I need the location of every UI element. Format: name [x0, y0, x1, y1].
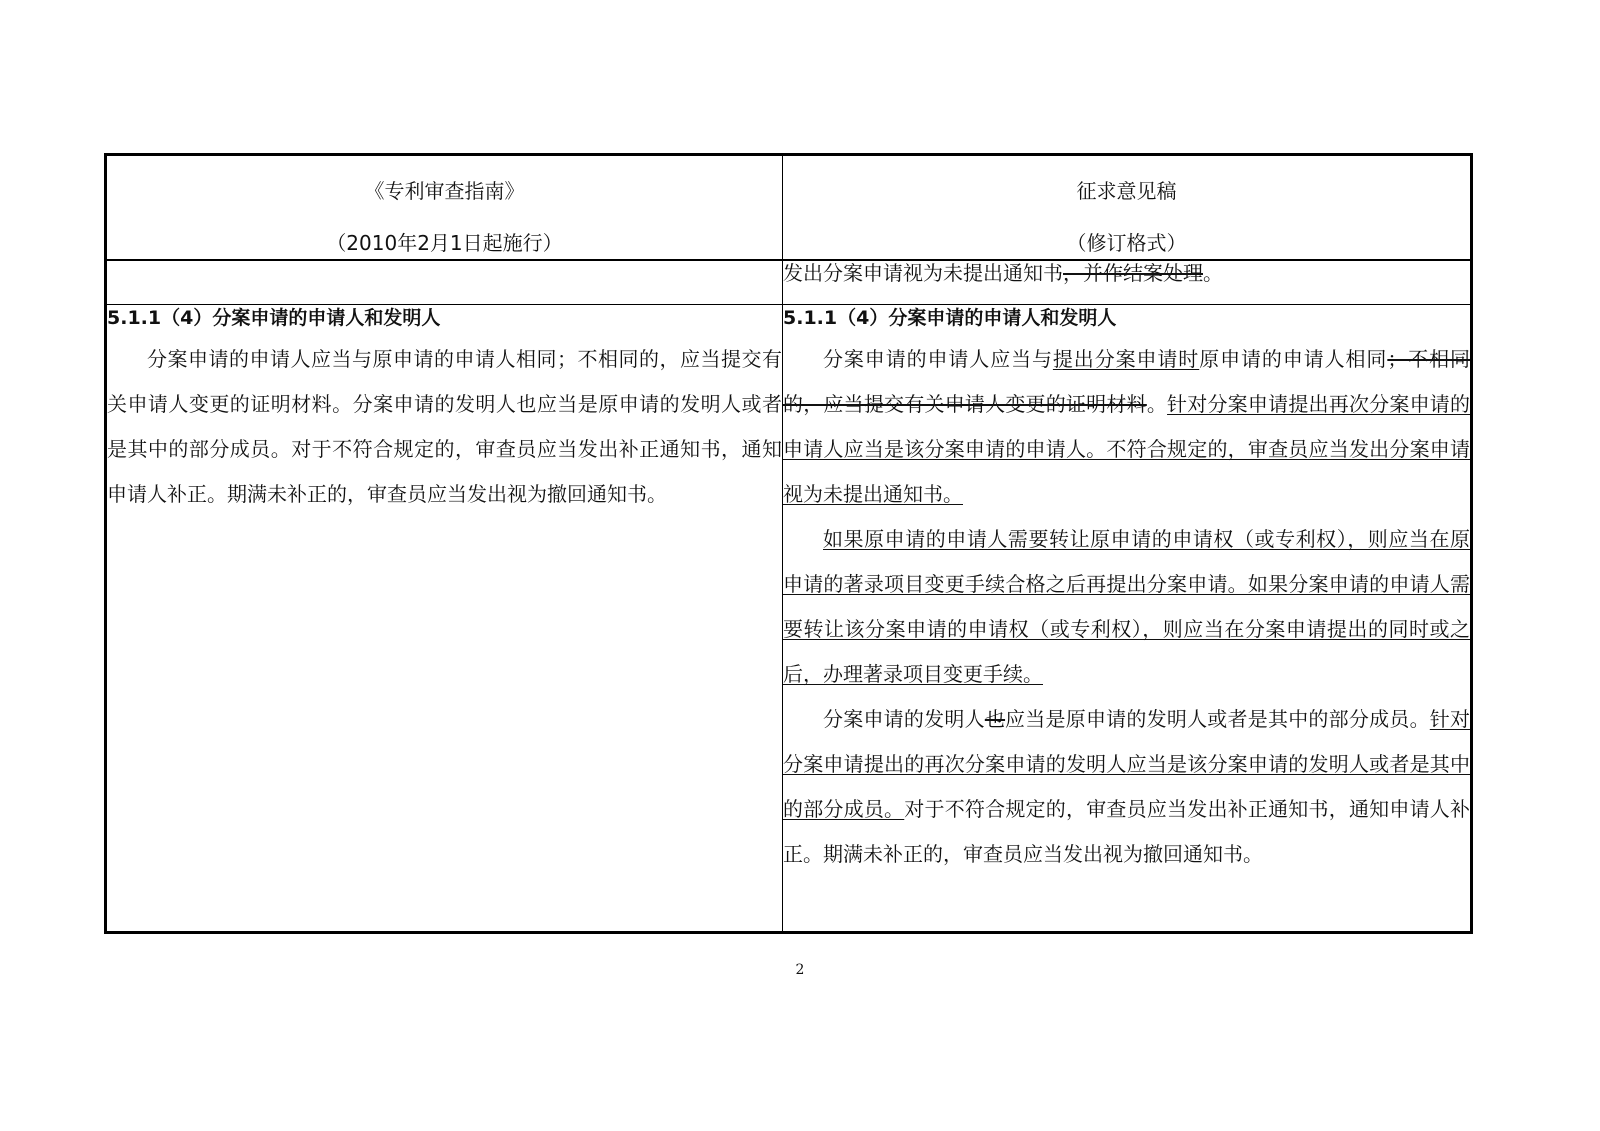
right-column-subtitle: （修订格式）	[1066, 231, 1187, 255]
header-right-cell	[783, 155, 1472, 260]
header-left-cell	[106, 155, 783, 260]
inserted-text: 针对分案申请提出再次分案申请的申请人应当是该分案申请的申请人。不符合规定的，审查员应当发出分案申请视为未提出通知书。	[783, 392, 1471, 506]
left-column-subtitle: （2010年2月1日起施行）	[326, 231, 563, 255]
deleted-text: ；不相同的，应当提交有关申请人变更的证明材料	[783, 347, 1471, 416]
continuation-end: 。	[1203, 260, 1223, 285]
comparison-table	[104, 153, 1473, 934]
left-section-cell	[106, 305, 783, 933]
right-paragraph-2: 如果原申请的申请人需要转让原申请的申请权（或专利权），则应当在原申请的著录项目变更手续合格之后再提出分案申请。如果分案申请的申请人需要转让该分案申请的申请权（或专利权），则应当在分案申请提出的同时或之后，办理著录项目变更手续。	[783, 527, 1470, 686]
page-number: 2	[795, 962, 805, 978]
text-run: 应当是原申请的发明人或者是其中的部分成员。	[1005, 707, 1430, 731]
section-row	[106, 305, 1472, 933]
continuation-left-cell	[106, 260, 783, 305]
left-column-title: 《专利审查指南》	[364, 179, 525, 203]
deleted-text: ，并作结案处理	[1063, 260, 1203, 285]
deleted-text: 也	[984, 707, 1006, 731]
continuation-right-cell	[783, 260, 1472, 305]
continuation-row	[106, 260, 1472, 305]
table-header-row	[106, 155, 1472, 260]
text-run: 。	[1146, 392, 1168, 416]
right-section-title: 5.1.1（4）分案申请的申请人和发明人	[783, 307, 1117, 329]
text-run: 对于不符合规定的，审查员应当发出补正通知书，通知申请人补正。期满未补正的，审查员应当发出视为撤回通知书。	[783, 797, 1471, 866]
inserted-text: 针对分案申请提出的再次分案申请的发明人应当是该分案申请的发明人或者是其中的部分成员。	[783, 707, 1471, 821]
text-run: 分案申请的申请人应当与	[823, 347, 1053, 371]
right-paragraph-3	[783, 697, 1470, 877]
continuation-text: 发出分案申请视为未提出通知书	[783, 260, 1063, 285]
inserted-text: 提出分案申请时	[1052, 347, 1200, 371]
text-run: 原申请的申请人相同	[1199, 347, 1388, 371]
right-section-cell	[783, 305, 1472, 933]
left-paragraph: 分案申请的申请人应当与原申请的申请人相同；不相同的，应当提交有关申请人变更的证明材料。分案申请的发明人也应当是原申请的发明人或者是其中的部分成员。对于不符合规定的，审查员应当发出补正通知书，通知申请人补正。期满未补正的，审查员应当发出视为撤回通知书。	[107, 347, 782, 506]
right-paragraph-1	[783, 337, 1470, 517]
left-section-title: 5.1.1（4）分案申请的申请人和发明人	[107, 307, 441, 329]
right-column-title: 征求意见稿	[1076, 179, 1177, 203]
text-run: 分案申请的发明人	[823, 707, 985, 731]
